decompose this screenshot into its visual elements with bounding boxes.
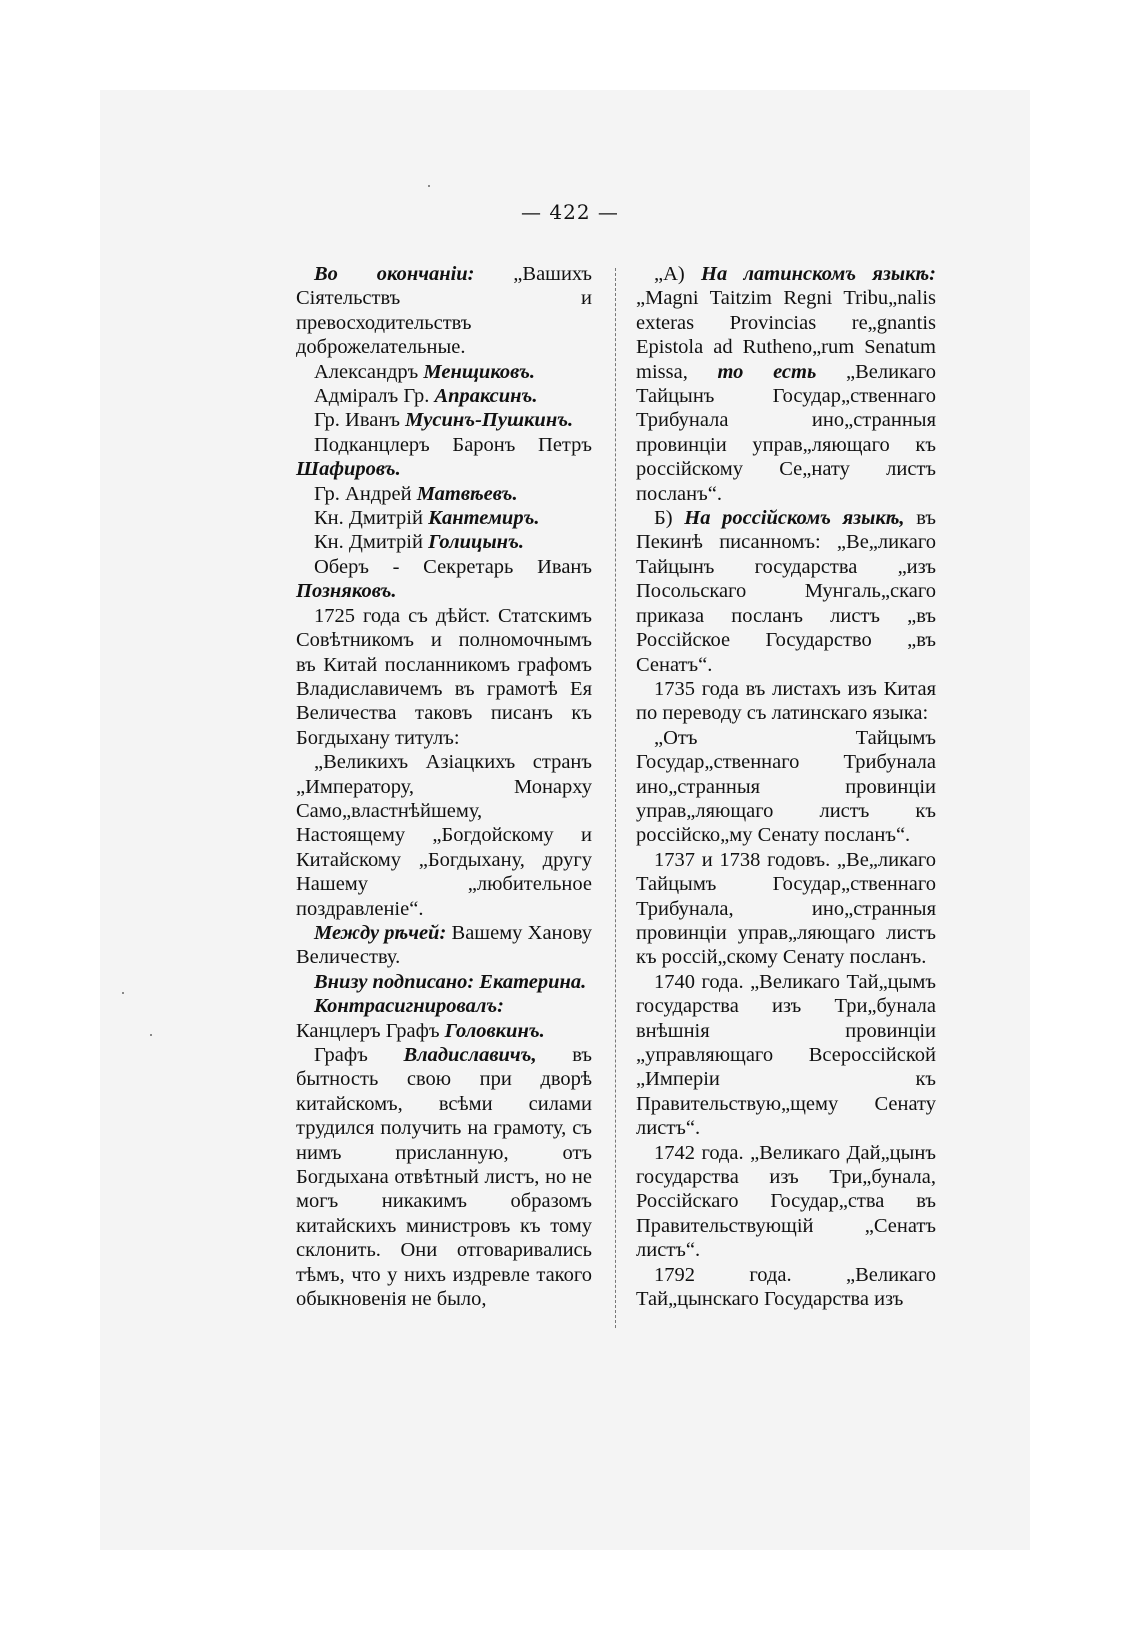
paragraph	[636, 506, 936, 677]
text-run: Кн. Дмитрій	[314, 531, 429, 554]
italic-text: Мусинъ-Пушкинъ.	[405, 409, 574, 432]
paragraph	[636, 848, 936, 970]
text-run: „Великихъ Азіацкихъ странъ „Императору, Монарху Само„властнѣйшему, Настоящему „Богдойскому и Китайскому „Богдыхану, другу Нашему „любительное поздравленіе“.	[296, 751, 592, 920]
text-run: Гр. Иванъ	[314, 409, 406, 432]
scan-speck	[122, 992, 124, 994]
paragraph	[296, 384, 592, 408]
italic-text: Апраксинъ.	[434, 385, 538, 408]
paragraph	[296, 482, 592, 506]
text-run: 1725 года съ дѣйст. Статскимъ Совѣтникомъ и полномочнымъ въ Китай посланникомъ графомъ Владиславичемъ въ грамотѣ Ея Величества таковъ писанъ къ Богдыхану титулъ:	[296, 604, 592, 749]
italic-text: Менщиковъ.	[423, 360, 535, 383]
text-run: Б)	[654, 507, 685, 530]
text-run: Кн. Дмитрій	[314, 507, 429, 530]
text-run: 1740 года. „Великаго Тай„цымъ государства изъ Три„бунала внѣшнія провинціи „управляющаго Всероссійской „Имперіи къ Правительствую„щему Сенату листъ“.	[636, 970, 936, 1140]
column-separator	[615, 268, 617, 1328]
paragraph	[296, 506, 592, 530]
paragraph	[296, 604, 592, 750]
text-run: Канцлеръ Графъ	[296, 1019, 445, 1042]
text-run: „Magni Taitzim Regni Tribu„nalis exteras Provincias re„gnantis Epistola ad Rutheno„rum Senatum missa,	[636, 287, 936, 383]
paragraph	[636, 1141, 936, 1263]
italic-text: Голицынъ.	[428, 531, 524, 554]
paragraph	[636, 970, 936, 1141]
scan-speck	[150, 1034, 152, 1036]
text-run: Подканцлеръ Баронъ Петръ	[314, 433, 592, 456]
paragraph	[636, 677, 936, 726]
text-run: Александръ	[314, 360, 424, 383]
text-run: въ бытность свою при дворѣ китайскомъ, всѣми силами трудился получить на грамоту, съ нимъ присланную, отъ Богдыхана отвѣтный листъ, но не могъ никакимъ образомъ китайскихъ министровъ къ тому склонить. Они отговаривались тѣмъ, что у нихъ издревле такого обыкновенія не было,	[296, 1044, 592, 1311]
text-run: „А)	[654, 263, 702, 285]
italic-text: Кантемиръ.	[428, 507, 540, 530]
paragraph	[296, 994, 592, 1043]
italic-text: На латинскомъ языкѣ:	[701, 263, 937, 285]
text-run: Адміралъ Гр.	[314, 385, 435, 408]
italic-text: Владиславичъ,	[403, 1044, 537, 1066]
italic-text: Между рѣчей:	[314, 921, 447, 944]
paragraph	[296, 433, 592, 482]
paragraph	[636, 726, 936, 848]
paragraph	[296, 530, 592, 554]
paragraph	[296, 970, 592, 994]
text-run: Гр. Андрей	[314, 482, 417, 505]
text-run: Оберъ - Секретарь Иванъ	[314, 555, 592, 578]
text-run: „Отъ Тайцымъ Государ„ственнаго Трибунала ино„странныя провинціи управ„ляющаго листъ къ россійско„му Сенату посланъ“.	[636, 726, 936, 847]
paragraph	[296, 1043, 592, 1311]
scan-speck	[428, 185, 430, 187]
text-run: „Вашихъ Сіятельствъ и превосходительствъ доброжелательные.	[296, 263, 592, 359]
paragraph	[296, 921, 592, 970]
italic-text: На россійскомъ языкѣ,	[684, 507, 905, 530]
paragraph	[636, 1263, 936, 1312]
paragraph	[636, 262, 936, 506]
italic-text: Во окончаніи:	[314, 263, 475, 285]
italic-text: Шафировъ.	[296, 458, 401, 481]
paragraph	[296, 750, 592, 921]
paragraph	[296, 408, 592, 432]
text-run: „Великаго Тайцынъ Государ„ственнаго Трибунала ино„странныя провинціи управ„ляющаго къ россійскому Се„нату листъ посланъ“.	[636, 360, 937, 505]
italic-text: Головкинъ.	[444, 1019, 545, 1042]
italic-text: Внизу подписано: Екатерина.	[314, 970, 587, 993]
text-run: 1742 года. „Великаго Дай„цынъ государства изъ Три„бунала, Россійскаго Государ„ства въ Правительствующій „Сенатъ листъ“.	[636, 1141, 936, 1262]
paragraph	[296, 360, 592, 384]
italic-text: то есть	[717, 360, 817, 383]
text-run: Вашему Ханову Величеству.	[296, 921, 592, 969]
text-run: Графъ	[314, 1044, 404, 1066]
paragraph	[296, 555, 592, 604]
text-run: 1792 года. „Великаго Тай„цынскаго Государства изъ	[636, 1263, 936, 1311]
left-column	[296, 262, 592, 1311]
italic-text: Контрасигнировалъ:	[314, 995, 504, 1018]
right-column	[636, 262, 936, 1311]
italic-text: Матвѣевъ.	[416, 482, 518, 505]
text-run: въ Пекинѣ писанномъ: „Ве„ликаго Тайцынъ государства „изъ Посольскаго Мунгаль„скаго приказа посланъ листъ „въ Россійское Государство „въ Сенатъ“.	[636, 507, 936, 676]
text-run: 1737 и 1738 годовъ. „Ве„ликаго Тайцымъ Государ„ственнаго Трибунала, ино„странныя провинціи управ„ляющаго листъ къ россій„скому Сенату посланъ.	[636, 848, 936, 969]
italic-text: Позняковъ.	[296, 580, 397, 603]
paragraph	[296, 262, 592, 360]
text-run: 1735 года въ листахъ изъ Китая по переводу съ латинскаго языка:	[636, 677, 936, 725]
page-number: — 422 —	[521, 200, 619, 224]
